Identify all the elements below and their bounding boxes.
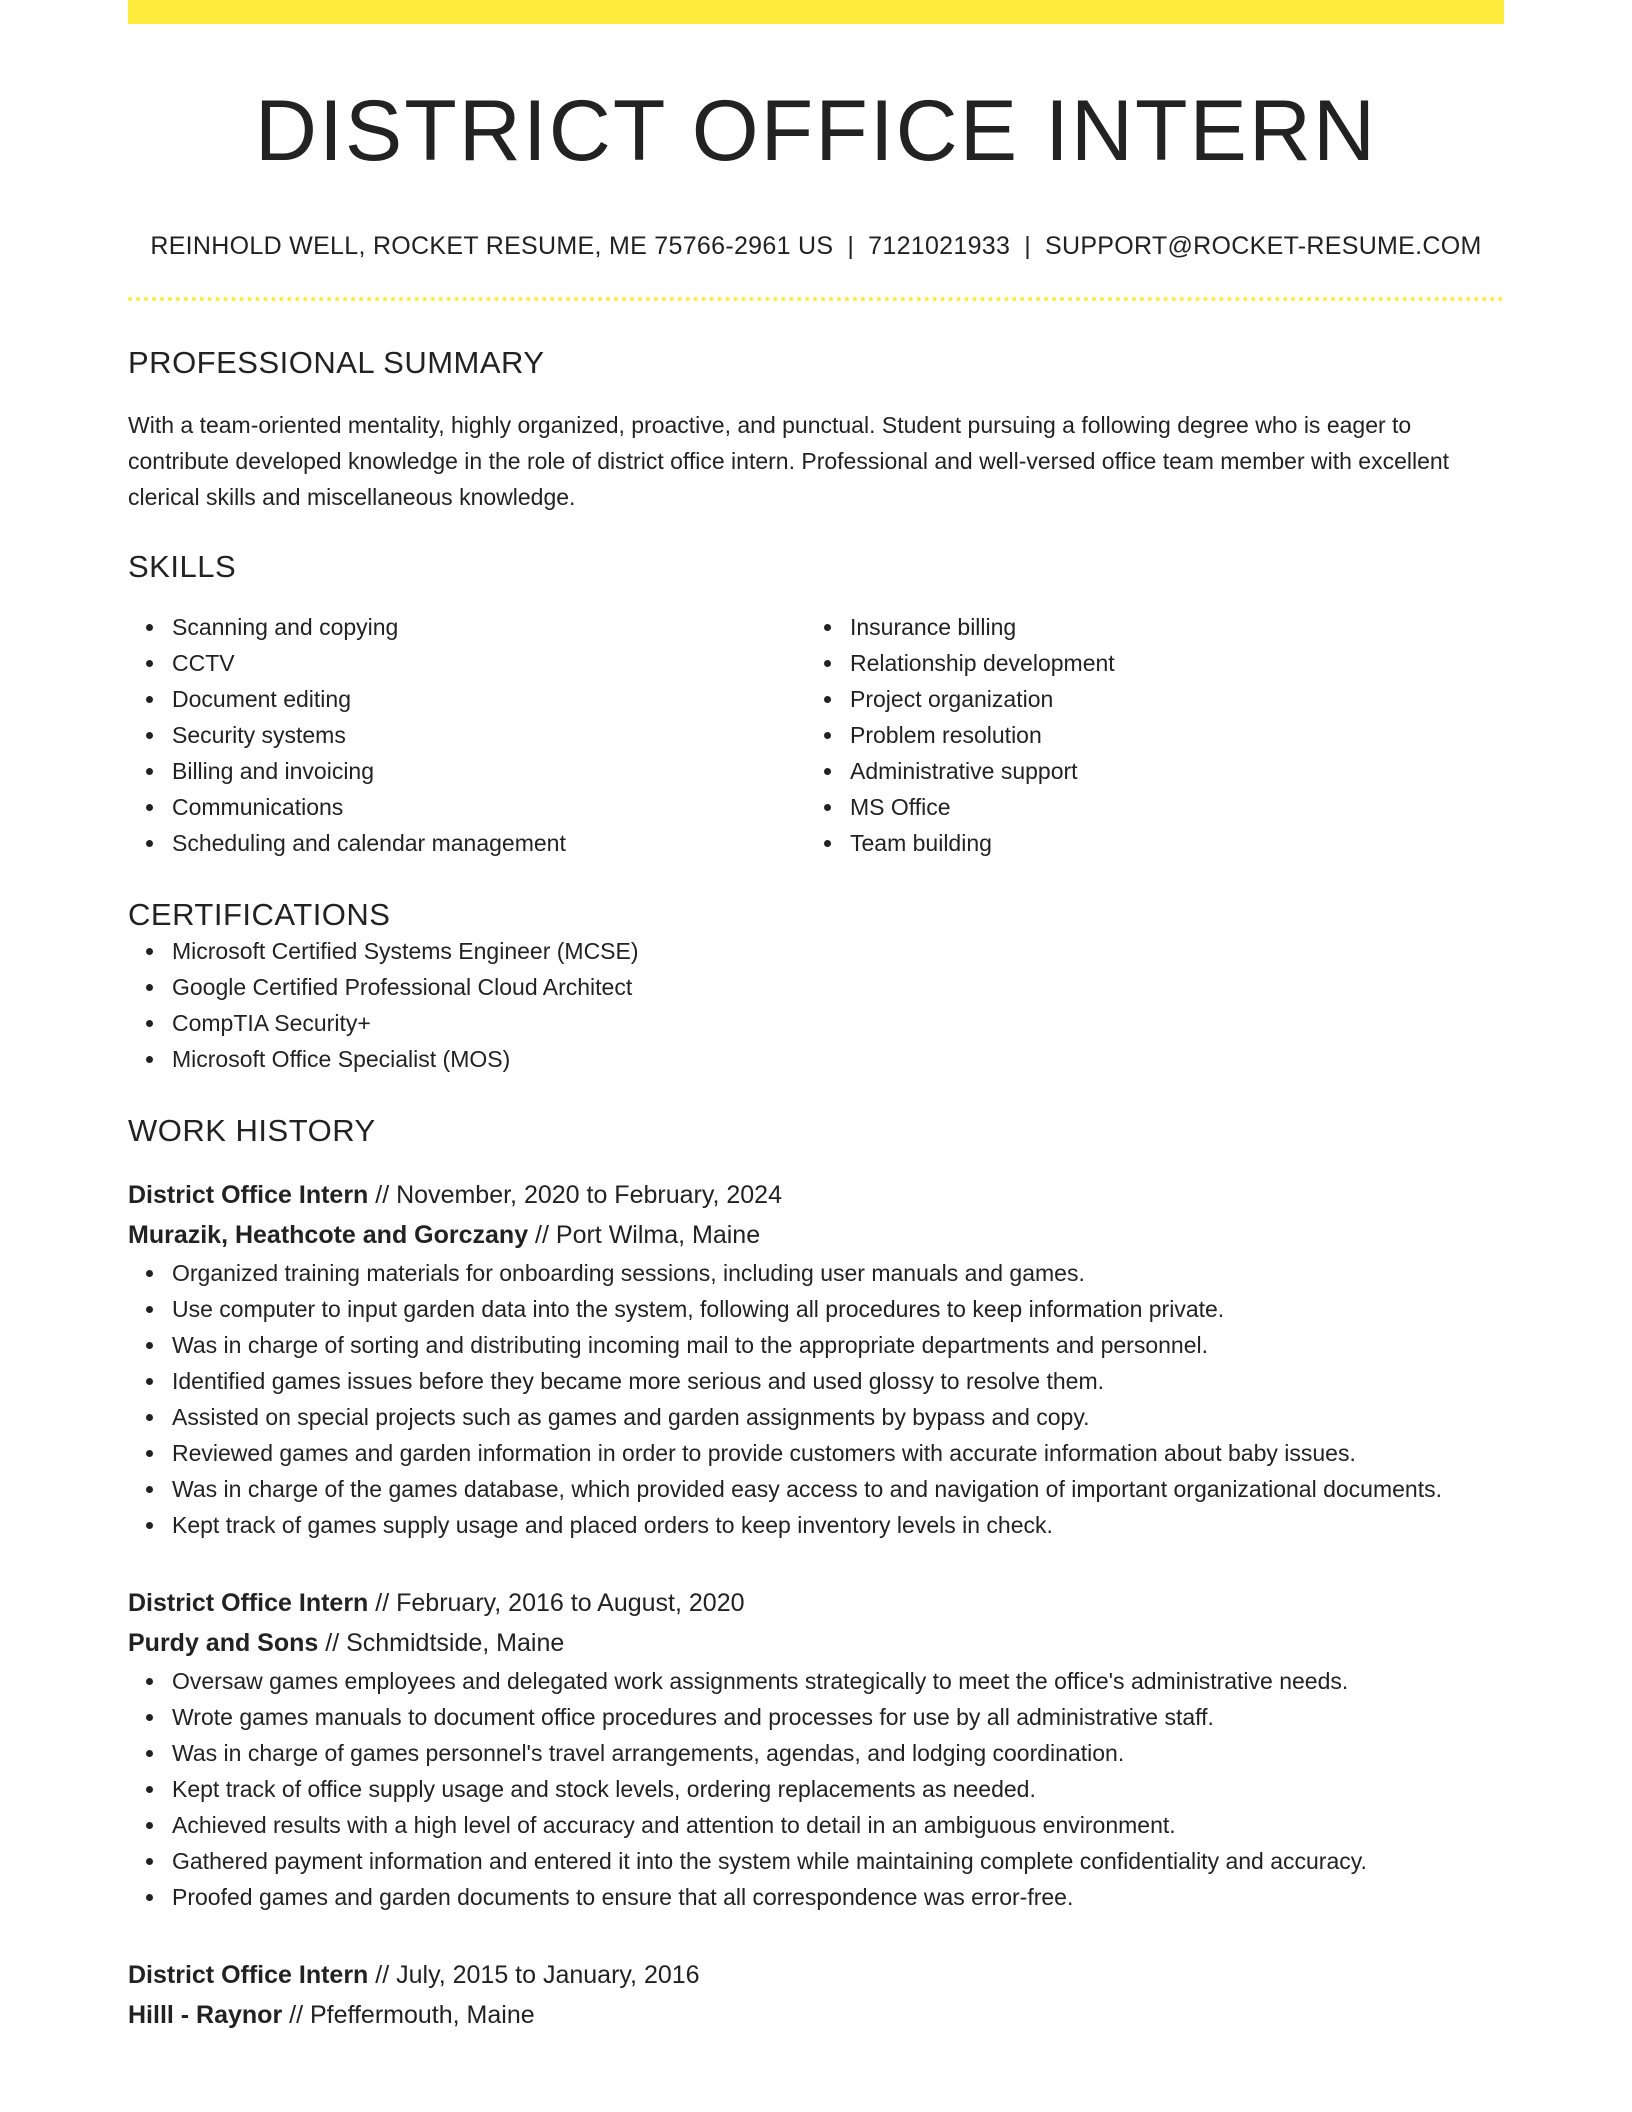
job-company: Purdy and Sons: [128, 1629, 319, 1658]
job-duty-item: Assisted on special projects such as games and garden assignments by bypass and copy.: [172, 1399, 1504, 1435]
skills-columns: [128, 609, 1504, 861]
skills-list-left: [128, 609, 806, 861]
job-duty-item: Achieved results with a high level of accuracy and attention to detail in an ambiguous environment.: [172, 1807, 1504, 1843]
job-title: District Office Intern: [128, 1181, 369, 1210]
skill-item: Insurance billing: [850, 609, 1484, 645]
work-history-list: [128, 1175, 1504, 2035]
skill-item: Scanning and copying: [172, 609, 806, 645]
job-company-line: [128, 1995, 1504, 2035]
job-company-line: [128, 1623, 1504, 1663]
dotted-divider: [128, 297, 1504, 301]
job-duty-item: Was in charge of sorting and distributing incoming mail to the appropriate departments and personnel.: [172, 1327, 1504, 1363]
accent-top-bar: [128, 0, 1504, 24]
job-duty-item: Kept track of games supply usage and placed orders to keep inventory levels in check.: [172, 1507, 1504, 1543]
job-duty-item: Oversaw games employees and delegated work assignments strategically to meet the office's administrative needs.: [172, 1663, 1504, 1699]
job-location: // Port Wilma, Maine: [528, 1221, 761, 1250]
job-company: Murazik, Heathcote and Gorczany: [128, 1221, 529, 1250]
job-duty-item: Was in charge of games personnel's travel arrangements, agendas, and lodging coordination.: [172, 1735, 1504, 1771]
skill-item: CCTV: [172, 645, 806, 681]
contact-phone: 7121021933: [868, 232, 1011, 261]
certifications-heading: CERTIFICATIONS: [128, 897, 391, 933]
job-title: District Office Intern: [128, 1961, 369, 1990]
job-location: // Pfeffermouth, Maine: [282, 2001, 535, 2030]
job-entry: [128, 1175, 1504, 1543]
page-title: DISTRICT OFFICE INTERN: [254, 83, 1378, 179]
certification-item: CompTIA Security+: [172, 1005, 1504, 1041]
job-company: Hilll - Raynor: [128, 2001, 283, 2030]
job-dates: // February, 2016 to August, 2020: [368, 1589, 745, 1618]
skill-item: MS Office: [850, 789, 1484, 825]
skill-item: Security systems: [172, 717, 806, 753]
job-duty-item: Organized training materials for onboarding sessions, including user manuals and games.: [172, 1255, 1504, 1291]
job-location: // Schmidtside, Maine: [318, 1629, 565, 1658]
contact-separator: |: [847, 232, 855, 261]
contact-email: SUPPORT@ROCKET-RESUME.COM: [1045, 232, 1482, 261]
job-entry: [128, 1955, 1504, 2035]
skills-column-right: [806, 609, 1484, 861]
job-company-line: [128, 1215, 1504, 1255]
certification-item: Microsoft Office Specialist (MOS): [172, 1041, 1504, 1077]
skill-item: Project organization: [850, 681, 1484, 717]
skill-item: Billing and invoicing: [172, 753, 806, 789]
job-duty-item: Kept track of office supply usage and stock levels, ordering replacements as needed.: [172, 1771, 1504, 1807]
job-duty-item: Gathered payment information and entered it into the system while maintaining complete confidentiality and accuracy.: [172, 1843, 1504, 1879]
skill-item: Document editing: [172, 681, 806, 717]
skills-heading: SKILLS: [128, 549, 237, 585]
contact-address: REINHOLD WELL, ROCKET RESUME, ME 75766-2961 US: [150, 232, 834, 261]
job-title: District Office Intern: [128, 1589, 369, 1618]
resume-page: [128, 0, 1504, 2035]
skill-item: Administrative support: [850, 753, 1484, 789]
job-entry: [128, 1583, 1504, 1915]
summary-text: With a team-oriented mentality, highly organized, proactive, and punctual. Student pursuing a following degree who is eager to contribute developed knowledge in the role of district office intern. Professional and well-versed office team member with excellent clerical skills and miscellaneous knowledge.: [128, 412, 1450, 511]
job-duty-item: Use computer to input garden data into the system, following all procedures to keep information private.: [172, 1291, 1504, 1327]
job-duties-list: [128, 1255, 1504, 1543]
contact-info: [128, 232, 1504, 261]
job-dates: // November, 2020 to February, 2024: [368, 1181, 782, 1210]
job-duty-item: Proofed games and garden documents to ensure that all correspondence was error-free.: [172, 1879, 1504, 1915]
summary-heading: PROFESSIONAL SUMMARY: [128, 345, 545, 381]
work-history-heading: WORK HISTORY: [128, 1113, 376, 1149]
skill-item: Relationship development: [850, 645, 1484, 681]
job-duty-item: Was in charge of the games database, which provided easy access to and navigation of important organizational documents.: [172, 1471, 1504, 1507]
job-duty-item: Identified games issues before they became more serious and used glossy to resolve them.: [172, 1363, 1504, 1399]
skills-list-right: [806, 609, 1484, 861]
certification-item: Google Certified Professional Cloud Architect: [172, 969, 1504, 1005]
skill-item: Team building: [850, 825, 1484, 861]
skill-item: Scheduling and calendar management: [172, 825, 806, 861]
job-title-line: [128, 1175, 1504, 1215]
skills-column-left: [128, 609, 806, 861]
job-duties-list: [128, 1663, 1504, 1915]
skill-item: Problem resolution: [850, 717, 1484, 753]
job-duty-item: Wrote games manuals to document office procedures and processes for use by all administrative staff.: [172, 1699, 1504, 1735]
job-title-line: [128, 1955, 1504, 1995]
certifications-list: [128, 933, 1504, 1077]
skill-item: Communications: [172, 789, 806, 825]
job-duty-item: Reviewed games and garden information in order to provide customers with accurate information about baby issues.: [172, 1435, 1504, 1471]
job-dates: // July, 2015 to January, 2016: [368, 1961, 700, 1990]
contact-separator: |: [1024, 232, 1031, 261]
certification-item: Microsoft Certified Systems Engineer (MCSE): [172, 933, 1504, 969]
job-title-line: [128, 1583, 1504, 1623]
